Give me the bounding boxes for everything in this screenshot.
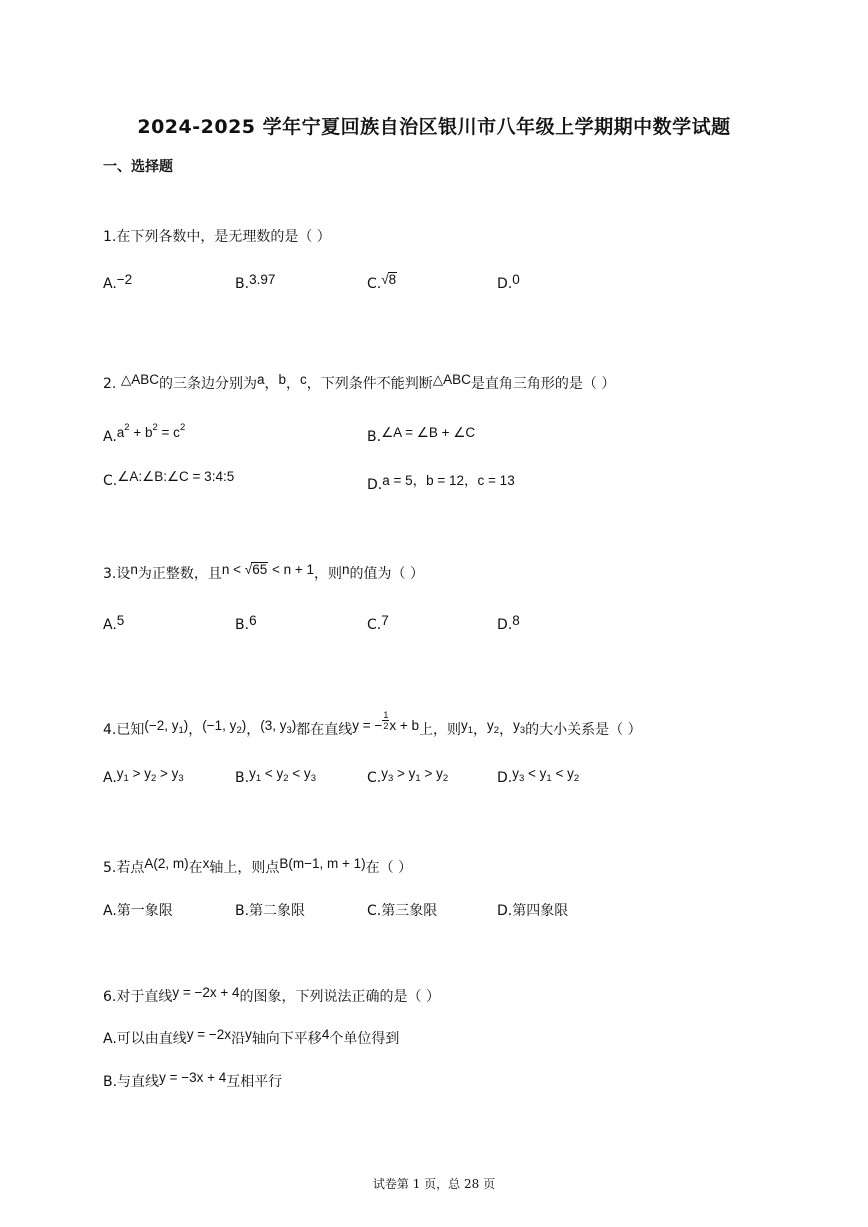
q5-option-a: A.第一象限 (103, 903, 173, 919)
question-5-stem: 5.若点A(2, m)在x轴上，则点B(m−1, m + 1)在（ ） (103, 856, 413, 876)
page-footer: 试卷第 1 页，总 28 页 (372, 1177, 496, 1191)
q4-option-c: $C.y_3 > y_1 > y_2$ (367, 766, 449, 786)
q2-option-d: D.a = 5，b = 12，c = 13 (367, 473, 515, 493)
question-2-stem: 2. △ABC的三条边分别为a，b，c，下列条件不能判断△ABC是直角三角形的是（ ） (103, 372, 616, 392)
q1-option-c: C.√8 (367, 272, 397, 292)
sqrt-radicand: 8 (388, 272, 397, 287)
q1-option-a: A.−2 (103, 272, 133, 292)
q6-option-b: B.与直线y = −3x + 4互相平行 (103, 1070, 283, 1090)
question-4-stem: 4.已知(−2, $y_1$)，(−1, $y_2$)，(3, $y_3$)都在直线y = − $\frac{1}{2}$ x + b上，则$y_1$，$y_2$，$y_3$的大小关系是（ ） (103, 709, 642, 738)
question-3-stem: 3.设n为正整数，且n < √65 < n + 1，则n的值为（ ） (103, 562, 424, 582)
q5-option-b: B.第二象限 (235, 903, 306, 919)
question-6-stem: 6.对于直线y = −2x + 4的图象，下列说法正确的是（ ） (103, 985, 440, 1005)
q2-option-a: $A.a^2 + b^2 = c^2$ (103, 422, 186, 445)
q4-option-a: $A.y_1 > y_2 > y_3$ (103, 766, 184, 786)
sqrt-radicand: 65 (252, 562, 268, 577)
q4-option-b: $B.y_1 < y_2 < y_3$ (235, 766, 316, 786)
page-title: 2024-2025 学年宁夏回族自治区银川市八年级上学期期中数学试题 (137, 116, 731, 138)
q3-option-c: C.7 (367, 613, 389, 633)
fraction: $\frac{1}{2}$ (383, 709, 389, 731)
q6-option-a: A.可以由直线y = −2x沿y轴向下平移4个单位得到 (103, 1027, 400, 1047)
q3-option-b: B.6 (235, 613, 257, 633)
q3-option-d: D.8 (497, 613, 520, 633)
q1-option-d: D.0 (497, 272, 520, 292)
q5-option-d: D.第四象限 (497, 903, 569, 919)
q1-option-b: B.3.97 (235, 272, 276, 292)
q5-option-c: C.第三象限 (367, 903, 438, 919)
question-1-stem: 1.在下列各数中，是无理数的是（ ） (103, 229, 331, 245)
q3-option-a: A.5 (103, 613, 125, 633)
q4-option-d: $D.y_3 < y_1 < y_2$ (497, 766, 580, 786)
section-heading: 一、选择题 (103, 159, 173, 175)
q2-option-b: B.∠A = ∠B + ∠C (367, 425, 476, 445)
q2-option-c: C.∠A:∠B:∠C = 3:4:5 (103, 469, 235, 489)
